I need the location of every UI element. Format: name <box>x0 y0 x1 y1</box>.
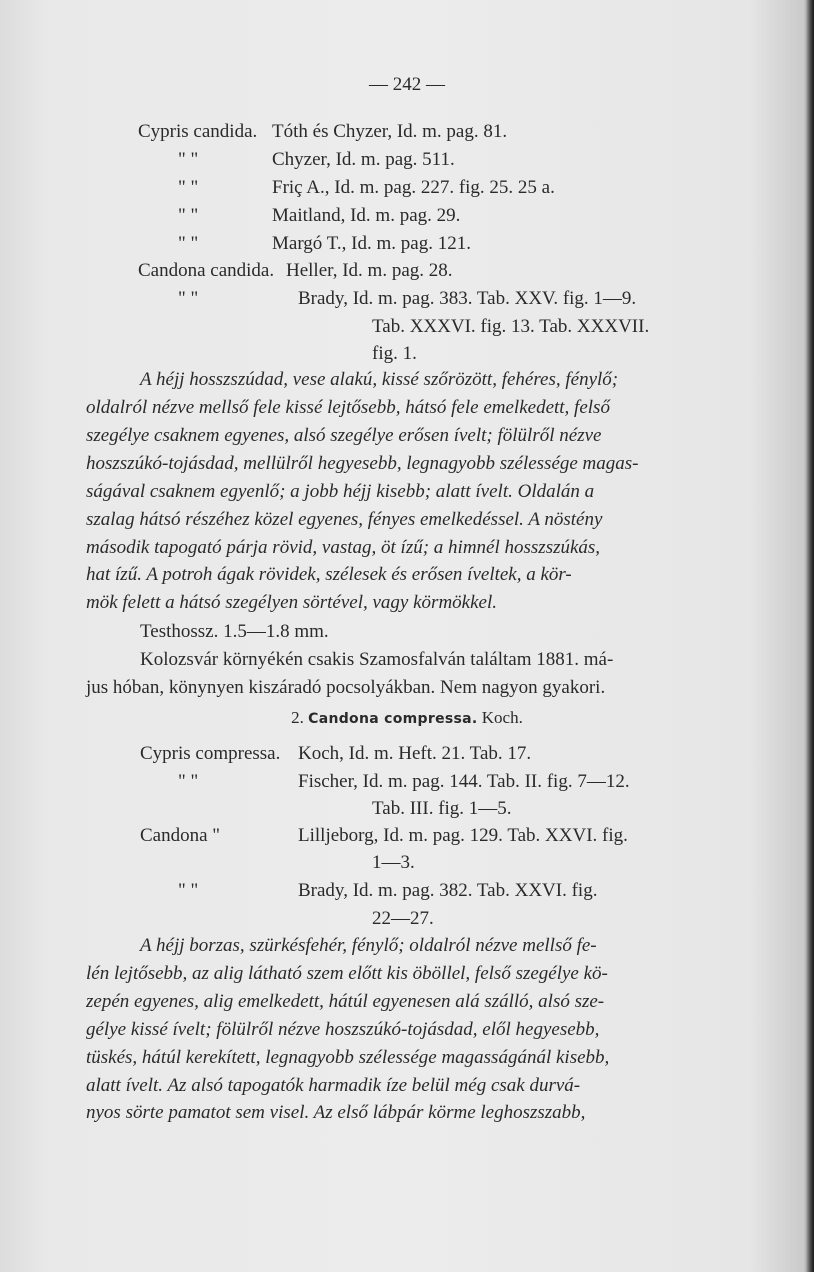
section-number: 2. <box>291 708 304 727</box>
synonym-ref: Brady, Id. m. pag. 382. Tab. XXVI. fig. <box>298 880 598 901</box>
synonym-left: " " <box>178 288 199 309</box>
synonym-ref: 1—3. <box>372 852 415 873</box>
description-line: alatt ívelt. Az alsó tapogatók harmadik íze belül még csak durvá- <box>86 1075 581 1096</box>
description-line: oldalról nézve mellső fele kissé lejtősebb, hátsó fele emelkedett, felső <box>86 397 610 418</box>
synonym-left: Cypris compressa. <box>140 743 281 764</box>
description-line: ságával csaknem egyenlő; a jobb héjj kisebb; alatt ívelt. Oldalán a <box>86 481 595 502</box>
description-line: hat ízű. A potroh ágak rövidek, szélesek és erősen íveltek, a kör- <box>86 564 572 585</box>
synonym-left: " " <box>178 177 199 198</box>
synonym-left: " " <box>178 205 199 226</box>
description-line: mök felett a hátsó szegélyen sörtével, vagy körmökkel. <box>86 592 497 613</box>
synonym-left: " " <box>178 880 199 901</box>
synonym-left: " " <box>178 233 199 254</box>
synonym-ref: Margó T., Id. m. pag. 121. <box>272 233 471 254</box>
description-line: gélye kissé ívelt; fölülről nézve hoszszúkó-tojásdad, elől hegyesebb, <box>86 1019 600 1040</box>
page-number: — 242 — <box>369 74 445 95</box>
synonym-ref: Friç A., Id. m. pag. 227. fig. 25. 25 a. <box>272 177 555 198</box>
synonym-left: " " <box>178 771 199 792</box>
description-line: tüskés, hátúl kerekített, legnagyobb szélessége magasságánál kisebb, <box>86 1047 610 1068</box>
synonym-ref: Brady, Id. m. pag. 383. Tab. XXV. fig. 1—9. <box>298 288 637 309</box>
synonym-ref: Tab. XXXVI. fig. 13. Tab. XXXVII. <box>372 316 650 337</box>
synonym-left: Cypris candida. <box>138 121 258 142</box>
synonym-ref: Koch, Id. m. Heft. 21. Tab. 17. <box>298 743 532 764</box>
description-line: zepén egyenes, alig emelkedett, hátúl egyenesen alá szálló, alsó sze- <box>86 991 605 1012</box>
description-line: A héjj borzas, szürkésfehér, fénylő; oldalról nézve mellső fe- <box>140 935 597 956</box>
synonym-left: Candona candida. <box>138 260 275 281</box>
species-author: Koch. <box>481 708 523 727</box>
body-line: Kolozsvár környékén csakis Szamosfalván találtam 1881. má- <box>140 649 614 670</box>
synonym-ref: Tóth és Chyzer, Id. m. pag. 81. <box>272 121 508 142</box>
synonym-left: Candona " <box>140 825 221 846</box>
synonym-ref: fig. 1. <box>372 343 417 364</box>
body-line: jus hóban, könynyen kiszáradó pocsolyákban. Nem nagyon gyakori. <box>86 677 606 698</box>
synonym-ref: Fischer, Id. m. pag. 144. Tab. II. fig. 7—12. <box>298 771 630 792</box>
body-line: Testhossz. 1.5—1.8 mm. <box>140 621 329 642</box>
synonym-left: " " <box>178 149 199 170</box>
synonym-ref: Lilljeborg, Id. m. pag. 129. Tab. XXVI. fig. <box>298 825 628 846</box>
description-line: hoszszúkó-tojásdad, mellülről hegyesebb, legnagyobb szélessége magas- <box>86 453 639 474</box>
page-edge-shadow <box>804 0 814 1272</box>
species-name: Candona compressa. <box>308 711 478 727</box>
description-line: szegélye csaknem egyenes, alsó szegélye erősen ívelt; fölülről nézve <box>86 425 602 446</box>
synonym-ref: Maitland, Id. m. pag. 29. <box>272 205 461 226</box>
description-line: A héjj hosszszúdad, vese alakú, kissé szőrözött, fehéres, fénylő; <box>140 369 619 390</box>
description-line: lén lejtősebb, az alig látható szem előtt kis öböllel, felső szegélye kö- <box>86 963 608 984</box>
synonym-ref: Tab. III. fig. 1—5. <box>372 798 512 819</box>
synonym-ref: Chyzer, Id. m. pag. 511. <box>272 149 455 170</box>
description-line: második tapogató párja rövid, vastag, öt ízű; a himnél hosszszúkás, <box>86 537 601 558</box>
description-line: szalag hátsó részéhez közel egyenes, fényes emelkedéssel. A nöstény <box>86 509 603 530</box>
section-heading <box>0 708 814 728</box>
description-line: nyos sörte pamatot sem visel. Az első lábpár körme leghoszszabb, <box>86 1102 586 1123</box>
synonym-ref: Heller, Id. m. pag. 28. <box>286 260 453 281</box>
synonym-ref: 22—27. <box>372 908 434 929</box>
